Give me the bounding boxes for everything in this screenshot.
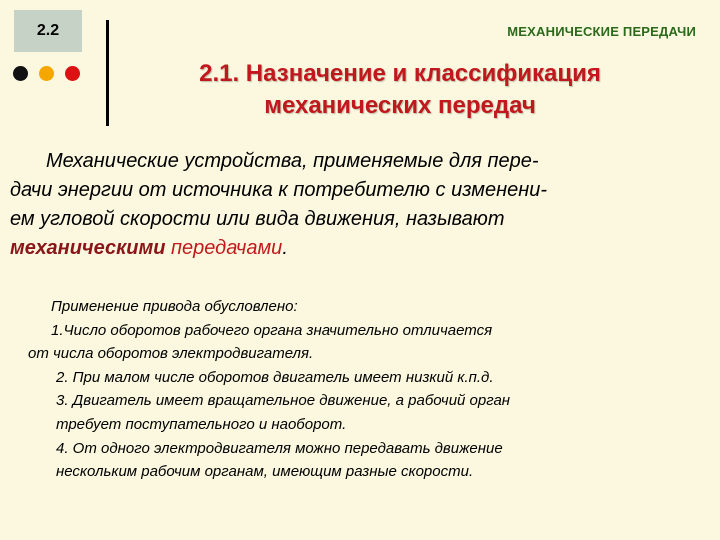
list-heading: Применение привода обусловлено:	[51, 298, 298, 315]
list-item-4-line-1: 4. От одного электродвигателя можно передавать движение	[56, 439, 503, 457]
list-item-1-line-2: от числа оборотов электродвигателя.	[28, 345, 314, 363]
vertical-divider	[106, 20, 109, 126]
intro-paragraph	[10, 147, 715, 263]
list-item-3-line-1: 3. Двигатель имеет вращательное движение, а рабочий орган	[56, 392, 511, 410]
term-highlight: механическими	[10, 237, 166, 259]
slide-title	[140, 58, 660, 122]
list-item-4-line-2: нескольким рабочим органам, имеющим разные скорости.	[56, 463, 474, 481]
list-item-2: 2. При малом числе оборотов двигатель имеет низкий к.п.д.	[56, 368, 494, 386]
decorative-dots	[13, 66, 80, 81]
title-line-1: 2.1. Назначение и классификация	[199, 60, 601, 87]
intro-line-4: механическими передачами.	[10, 237, 288, 259]
slide-number: 2.2	[36, 22, 60, 39]
list-item-1-line-1: 1.Число оборотов рабочего органа значительно отличается	[51, 321, 493, 339]
term-highlight-rest: передачами	[165, 237, 283, 259]
red-dot	[65, 66, 80, 81]
intro-line-3: ем угловой скорости или вида движения, называют	[10, 208, 505, 230]
title-line-2: механических передач	[264, 92, 536, 119]
list-item-3-line-2: требует поступательного и наоборот.	[56, 415, 347, 433]
intro-line-2: дачи энергии от источника к потребителю с изменени-	[10, 179, 548, 201]
section-header: МЕХАНИЧЕСКИЕ ПЕРЕДАЧИ	[507, 24, 696, 39]
orange-dot	[39, 66, 54, 81]
black-dot	[13, 66, 28, 81]
slide-number-box	[14, 10, 82, 52]
reasons-list	[28, 295, 708, 484]
intro-line-1: Механические устройства, применяемые для пере-	[46, 150, 539, 172]
